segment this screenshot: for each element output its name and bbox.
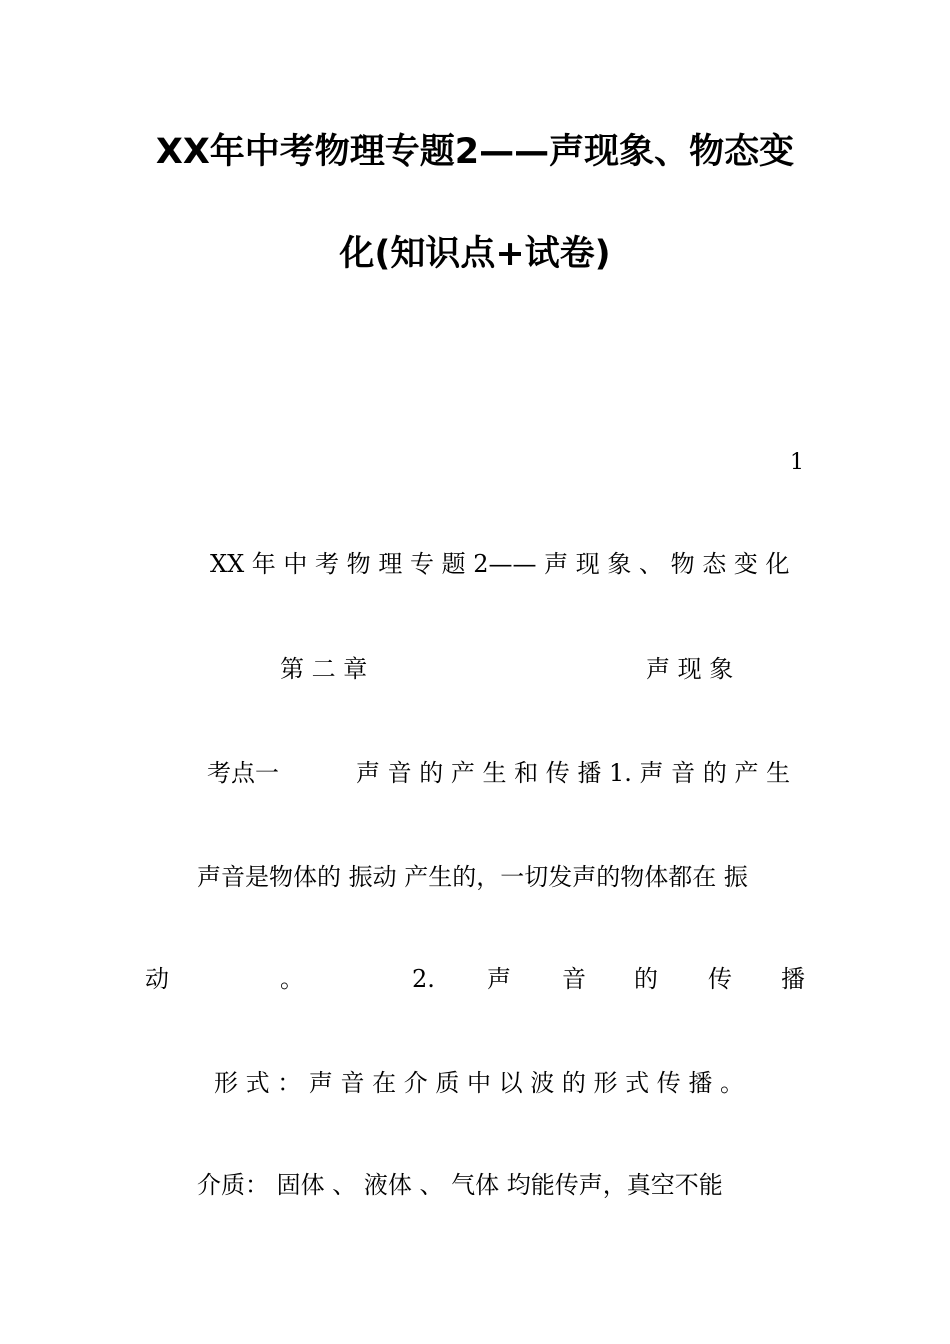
page-number: 1 <box>790 450 804 475</box>
body-line-3-word-2: 。 <box>280 965 304 993</box>
exam-point-label: 考点一 <box>207 759 279 787</box>
exam-point-text: 声 音 的 产 生 和 传 播 1. 声 音 的 产 生 <box>356 759 791 787</box>
chapter-ordinal: 第 二 章 <box>280 655 368 683</box>
body-line-3-word-7: 传 <box>708 965 732 993</box>
body-line-3-word-1: 动 <box>145 965 169 993</box>
body-line-2: 声音是物体的 振动 产生的，一切发声的物体都在 振 <box>197 863 748 891</box>
document-title-line-1: XX年中考物理专题2——声现象、物态变 <box>155 132 795 172</box>
body-line-3-word-6: 的 <box>634 965 658 993</box>
body-line-3-word-8: 播 <box>781 965 805 993</box>
section-heading <box>210 549 806 579</box>
document-title-line-2: 化(知识点+试卷) <box>339 234 611 274</box>
body-line-3-word-4: 声 <box>487 965 511 993</box>
body-line-3-word-5: 音 <box>562 965 586 993</box>
section-heading-text: XX 年 中 考 物 理 专 题 2—— 声 现 象 、 物 态 变 化 <box>210 550 790 578</box>
chapter-name: 声 现 象 <box>646 655 734 683</box>
body-line-5: 介质： 固体 、 液体 、 气体 均能传声，真空不能 <box>197 1171 723 1199</box>
body-line-3-word-3: 2. <box>412 965 435 993</box>
body-line-4: 形 式 ： 声 音 在 介 质 中 以 波 的 形 式 传 播 。 <box>214 1069 745 1097</box>
